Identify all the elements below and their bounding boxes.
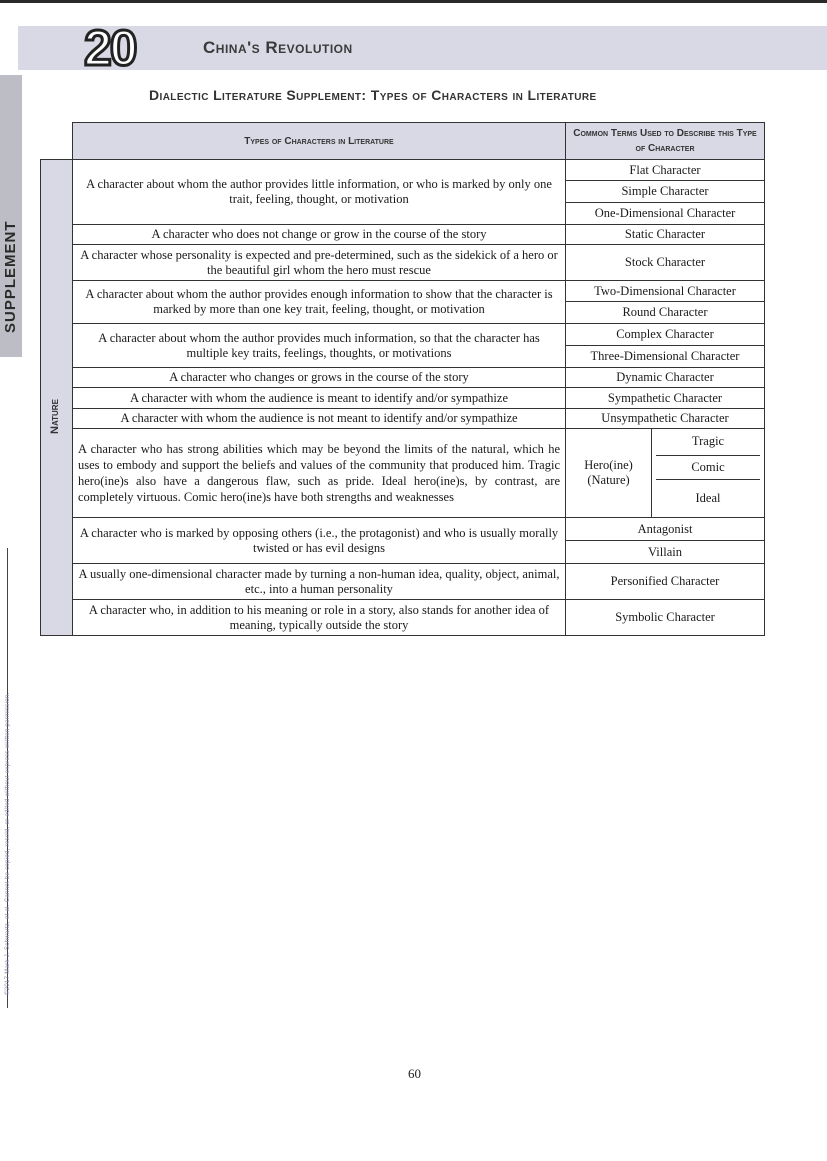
row-description: A character about whom the author provides enough information to show that the character is marked by more than one key trait, feeling, thought, or motivation — [73, 281, 566, 324]
row-description: A character who, in addition to his meaning or role in a story, also stands for another idea of meaning, typically outside the story — [73, 600, 566, 636]
hero-subtypes-table — [656, 429, 760, 517]
header-types: Types of Characters in Literature — [73, 123, 566, 160]
character-types-table — [40, 122, 765, 636]
nature-category-cell — [41, 160, 73, 636]
side-tab — [0, 75, 22, 357]
table-row — [41, 600, 765, 636]
term-cell: Complex Character — [566, 324, 765, 346]
row-description: A character with whom the audience is not meant to identify and/or sympathize — [73, 409, 566, 429]
row-description: A character whose personality is expected and pre-determined, such as the sidekick of a hero or the beautiful girl whom the hero must rescue — [73, 245, 566, 281]
hero-label-cell: Hero(ine) (Nature) — [566, 429, 652, 518]
row-description: A character who is marked by opposing others (i.e., the protagonist) and who is usually morally twisted or has evil designs — [73, 518, 566, 564]
header-terms: Common Terms Used to Describe this Type of Character — [566, 123, 765, 160]
table-row — [41, 368, 765, 388]
table-row — [41, 429, 765, 518]
supplement-title: Dialectic Literature Supplement: Types of Characters in Literature — [149, 87, 597, 103]
row-description: A character who changes or grows in the course of the story — [73, 368, 566, 388]
row-description: A character about whom the author provides much information, so that the character has multiple key traits, feelings, thoughts, or motivations — [73, 324, 566, 368]
row-description: A character who does not change or grow in the course of the story — [73, 225, 566, 245]
table-row — [41, 324, 765, 346]
row-description: A usually one-dimensional character made by turning a non-human idea, quality, object, animal, etc., into a human personality — [73, 564, 566, 600]
nature-category-label: Nature — [49, 399, 61, 434]
top-rule — [0, 0, 827, 3]
term-cell: Flat Character — [566, 160, 765, 181]
hero-subtypes-cell — [652, 429, 765, 518]
term-cell: Personified Character — [566, 564, 765, 600]
term-cell: Unsympathetic Character — [566, 409, 765, 429]
row-description: A character with whom the audience is meant to identify and/or sympathize — [73, 388, 566, 409]
term-cell: Simple Character — [566, 181, 765, 203]
term-cell: Three-Dimensional Character — [566, 346, 765, 368]
table-header-row — [41, 123, 765, 160]
term-cell: Antagonist — [566, 518, 765, 541]
term-cell: Dynamic Character — [566, 368, 765, 388]
header-spacer — [41, 123, 73, 160]
table-row — [41, 225, 765, 245]
copyright-notice: ©2017 Mark J. Schwartz, et al. Cannot be copied, resold, or edited without express written permission. — [5, 692, 11, 995]
row-description: A character about whom the author provides little information, or who is marked by only one trait, feeling, thought, or motivation — [73, 160, 566, 225]
table-row — [41, 518, 765, 541]
table-row — [41, 564, 765, 600]
table-row — [41, 281, 765, 302]
hero-subtype: Ideal — [656, 479, 760, 517]
term-cell: Static Character — [566, 225, 765, 245]
term-cell: Stock Character — [566, 245, 765, 281]
table-row — [41, 409, 765, 429]
term-cell: Two-Dimensional Character — [566, 281, 765, 302]
table-row — [41, 245, 765, 281]
table-row — [41, 388, 765, 409]
chapter-number: 20 — [84, 20, 136, 76]
term-cell: Symbolic Character — [566, 600, 765, 636]
table-row — [41, 160, 765, 181]
term-cell: One-Dimensional Character — [566, 203, 765, 225]
term-cell: Round Character — [566, 302, 765, 324]
term-cell: Villain — [566, 541, 765, 564]
term-cell: Sympathetic Character — [566, 388, 765, 409]
hero-subtype: Comic — [656, 455, 760, 479]
page-number: 60 — [408, 1066, 421, 1081]
row-description: A character who has strong abilities which may be beyond the limits of the natural, which he uses to embody and support the beliefs and values of the community that produced him. Tragic hero(ine)s also have a dangerous flaw, such as pride. Ideal hero(ine)s, by contrast, are completely virtuous. Comic hero(ine)s have both strengths and weaknesses — [73, 429, 566, 518]
hero-subtype: Tragic — [656, 429, 760, 455]
chapter-title: China's Revolution — [203, 38, 353, 57]
side-tab-label: SUPPLEMENT — [2, 220, 19, 333]
